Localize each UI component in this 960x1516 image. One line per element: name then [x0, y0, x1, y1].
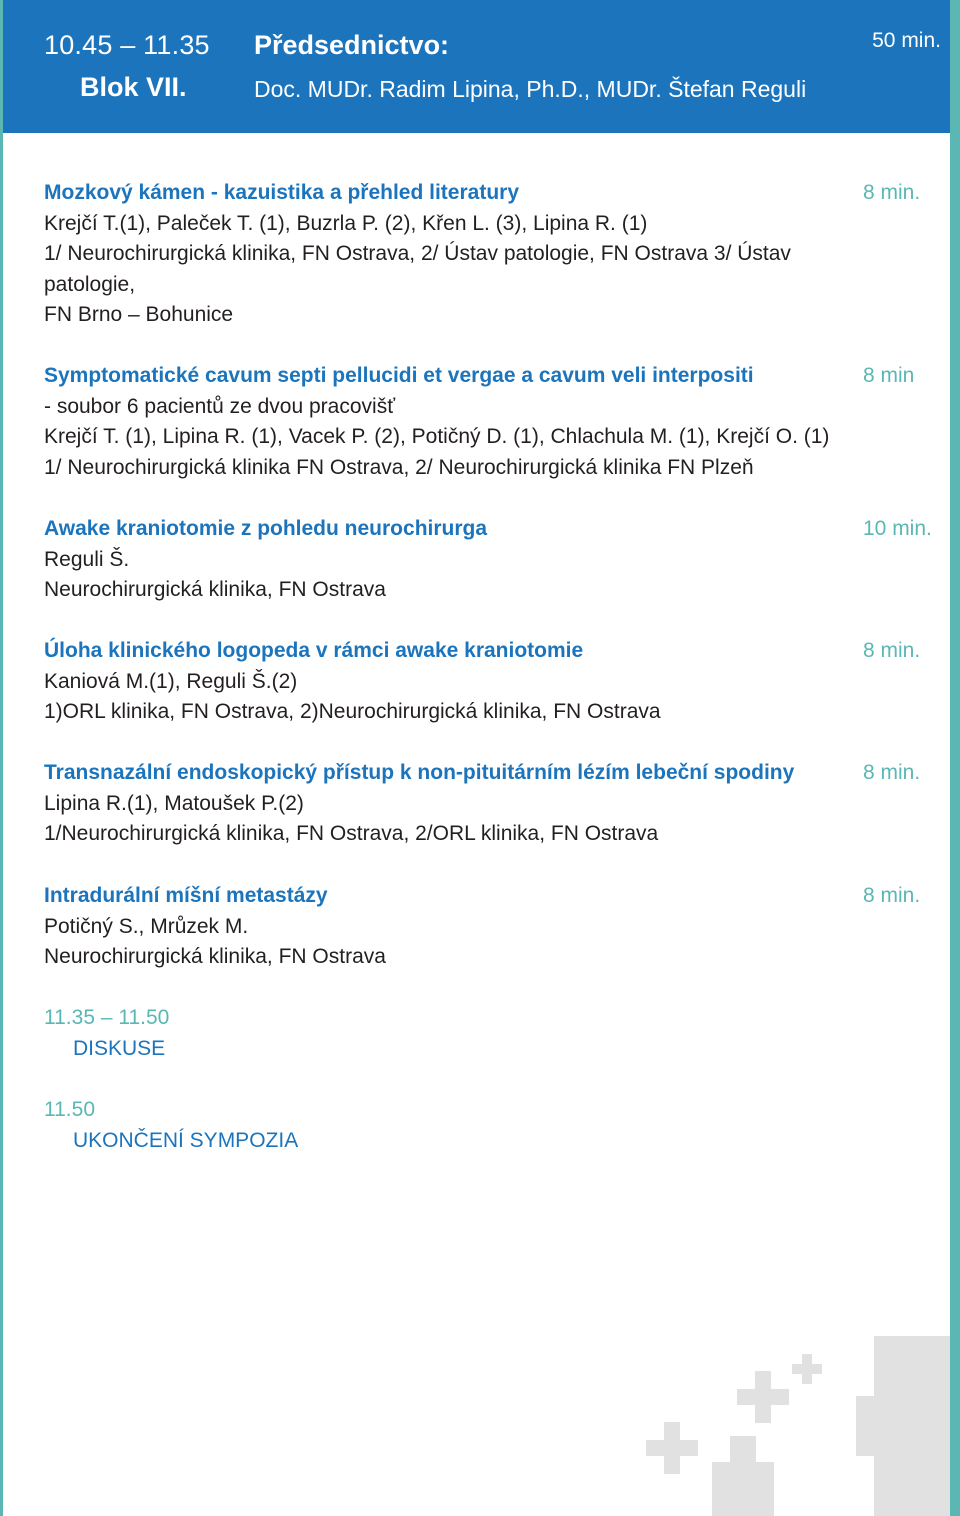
schedule-time: 11.35 – 11.50 — [44, 1006, 170, 1029]
chair-names: Doc. MUDr. Radim Lipina, Ph.D., MUDr. Štefan Reguli — [254, 76, 807, 102]
session-header — [3, 0, 950, 133]
schedule-item-discussion — [44, 1003, 169, 1064]
talk-affiliation: 1)ORL klinika, FN Ostrava, 2)Neurochirurgická klinika, FN Ostrava — [44, 700, 661, 723]
talk-duration: 8 min. — [863, 639, 921, 662]
talk-authors: Lipina R.(1), Matoušek P.(2) — [44, 791, 304, 815]
talk-duration: 8 min — [863, 364, 915, 387]
medical-cross-pattern-icon — [630, 1336, 950, 1516]
schedule-label: UKONČENÍ SYMPOZIA — [73, 1128, 299, 1152]
schedule-time: 11.50 — [44, 1098, 95, 1121]
chair-label: Předsednictvo: — [254, 30, 450, 60]
talk-subtitle: - soubor 6 pacientů ze dvou pracovišť — [44, 394, 396, 418]
talk-title: Awake kraniotomie z pohledu neurochirurga — [44, 517, 488, 540]
talk-duration: 8 min. — [863, 884, 921, 907]
talk-item — [44, 758, 864, 850]
talk-title: Úloha klinického logopeda v rámci awake kraniotomie — [44, 639, 584, 662]
talk-affiliation: FN Brno – Bohunice — [44, 303, 234, 326]
talk-authors: Krejčí T. (1), Lipina R. (1), Vacek P. (2), Potičný D. (1), Chlachula M. (1), Krejčí O. (1) — [44, 425, 830, 448]
schedule-label: DISKUSE — [73, 1036, 166, 1060]
talk-authors: Reguli Š. — [44, 547, 130, 571]
talk-affiliation: 1/Neurochirurgická klinika, FN Ostrava, 2/ORL klinika, FN Ostrava — [44, 822, 659, 845]
talk-title: Transnazální endoskopický přístup k non-pituitárním lézím lebeční spodiny — [44, 761, 795, 784]
talk-duration: 8 min. — [863, 761, 921, 784]
talk-duration: 8 min. — [863, 181, 921, 204]
talk-affiliation: patologie, — [44, 272, 136, 296]
talk-duration: 10 min. — [863, 517, 932, 540]
talk-title: Symptomatické cavum septi pellucidi et vergae a cavum veli interpositi — [44, 364, 754, 387]
talk-affiliation: 1/ Neurochirurgická klinika, FN Ostrava, 2/ Ústav patologie, FN Ostrava 3/ Ústav — [44, 242, 791, 265]
talk-authors: Potičný S., Mrůzek M. — [44, 914, 249, 938]
talk-item — [44, 361, 864, 483]
talk-affiliation: Neurochirurgická klinika, FN Ostrava — [44, 578, 386, 601]
talk-authors: Krejčí T.(1), Paleček T. (1), Buzrla P. (2), Křen L. (3), Lipina R. (1) — [44, 211, 648, 235]
talk-affiliation: 1/ Neurochirurgická klinika FN Ostrava, 2/ Neurochirurgická klinika FN Plzeň — [44, 455, 754, 479]
talk-item — [44, 514, 864, 606]
talk-item — [44, 881, 864, 973]
schedule-item-closing — [44, 1095, 298, 1156]
talk-item — [44, 636, 864, 728]
session-block: Blok VII. — [80, 72, 187, 102]
talk-authors: Kaniová M.(1), Reguli Š.(2) — [44, 669, 298, 693]
session-duration: 50 min. — [872, 29, 941, 52]
talk-title: Intradurální míšní metastázy — [44, 884, 328, 907]
talk-title: Mozkový kámen - kazuistika a přehled literatury — [44, 181, 520, 204]
talk-affiliation: Neurochirurgická klinika, FN Ostrava — [44, 945, 386, 968]
session-time: 10.45 – 11.35 — [44, 30, 210, 60]
talk-item — [44, 178, 864, 331]
